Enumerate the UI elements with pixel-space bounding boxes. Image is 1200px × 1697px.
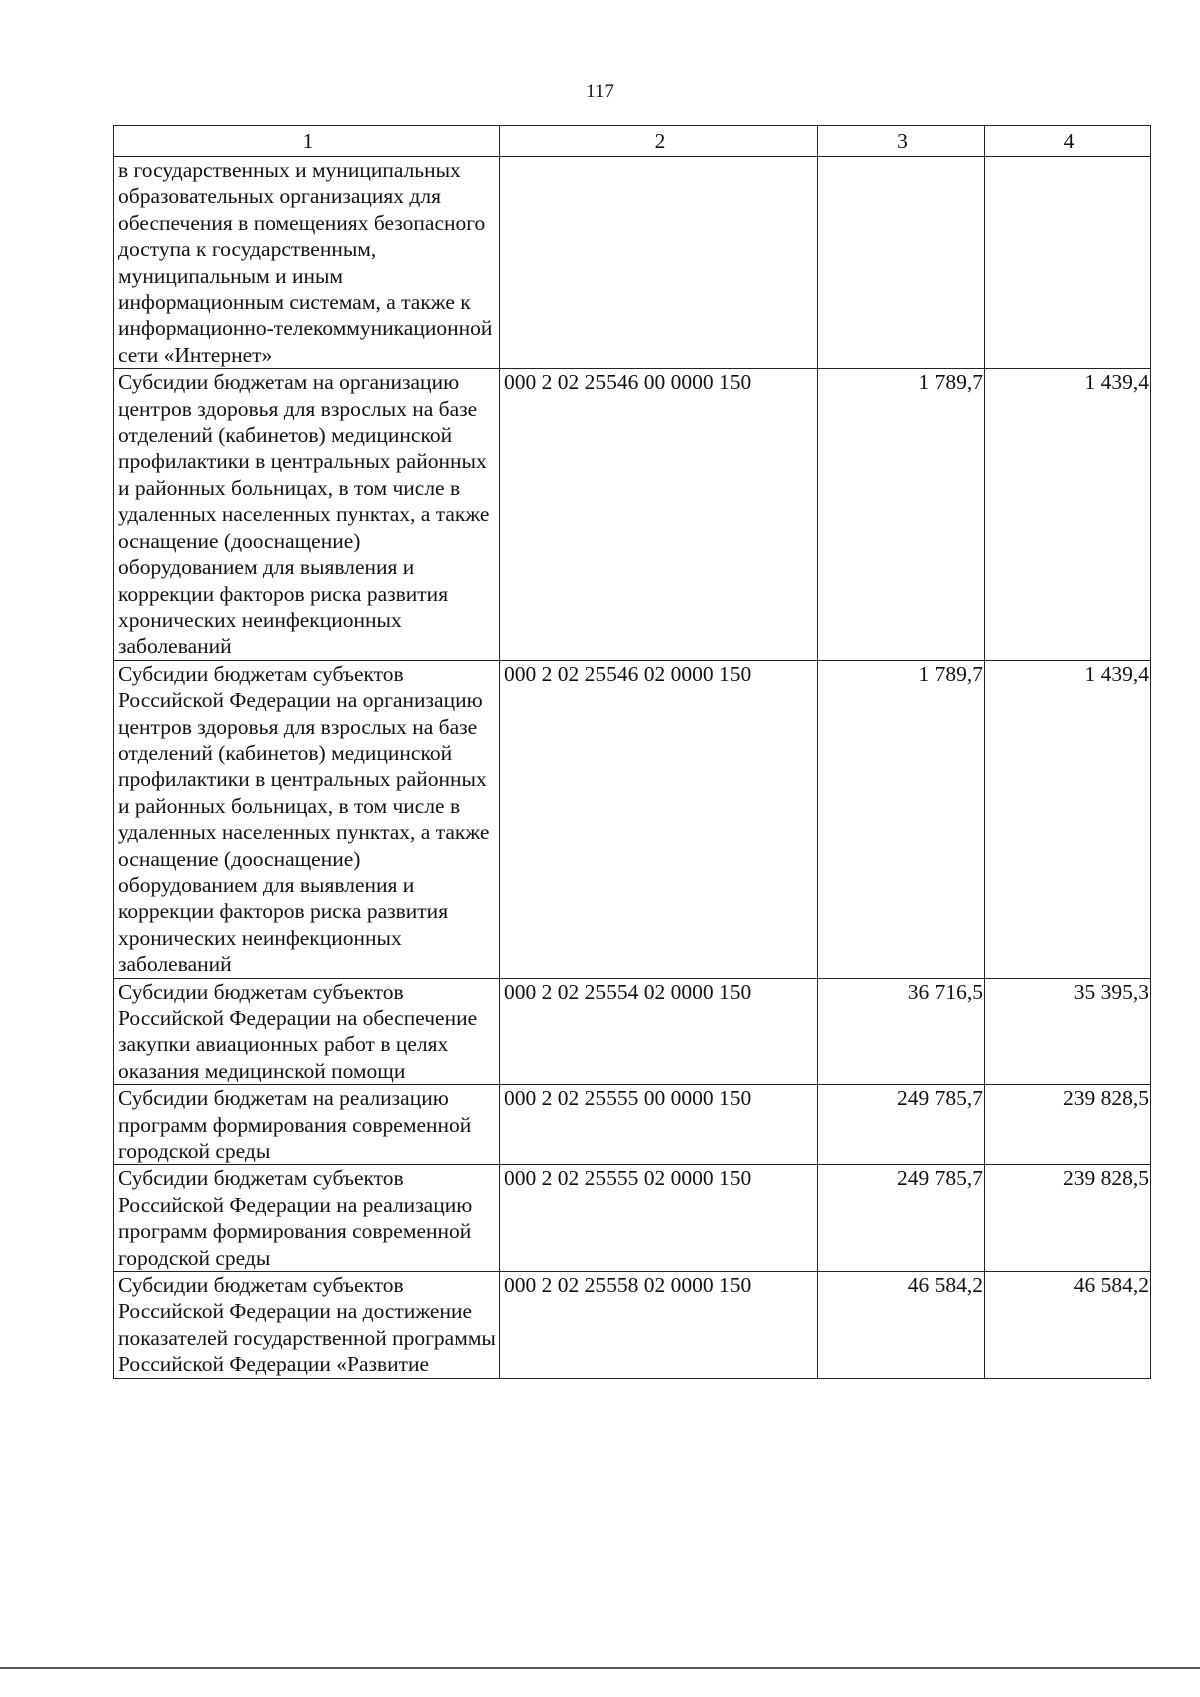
table-row bbox=[114, 978, 1151, 1085]
row-col3-cell: 36 716,5 bbox=[818, 978, 985, 1085]
row-col4-cell: 1 439,4 bbox=[985, 660, 1151, 978]
row-code-cell: 000 2 02 25555 02 0000 150 bbox=[500, 1165, 818, 1272]
row-col4-cell bbox=[985, 157, 1151, 369]
row-code-cell: 000 2 02 25546 02 0000 150 bbox=[500, 660, 818, 978]
table-row bbox=[114, 1085, 1151, 1165]
table-row bbox=[114, 157, 1151, 369]
row-col3-cell bbox=[818, 157, 985, 369]
row-col3-cell: 1 789,7 bbox=[818, 369, 985, 660]
row-col3-cell: 249 785,7 bbox=[818, 1165, 985, 1272]
row-col3-cell: 46 584,2 bbox=[818, 1272, 985, 1379]
column-header-2: 2 bbox=[500, 126, 818, 157]
row-col4-cell: 35 395,3 bbox=[985, 978, 1151, 1085]
row-col4-cell: 46 584,2 bbox=[985, 1272, 1151, 1379]
scan-bottom-edge bbox=[0, 1667, 1200, 1669]
table-row bbox=[114, 369, 1151, 660]
row-name-cell: Субсидии бюджетам субъектов Российской Федерации на обеспечение закупки авиационных работ в целях оказания медицинской помощи bbox=[114, 978, 500, 1085]
row-name-cell: в государственных и муниципальных образовательных организациях для обеспечения в помещениях безопасного доступа к государственным, муниципальным и иным информационным системам, а также к информационно-телекоммуникационной сети «Интернет» bbox=[114, 157, 500, 369]
column-header-4: 4 bbox=[985, 126, 1151, 157]
header-row bbox=[114, 126, 1151, 157]
column-header-3: 3 bbox=[818, 126, 985, 157]
row-name-cell: Субсидии бюджетам субъектов Российской Федерации на реализацию программ формирования современной городской среды bbox=[114, 1165, 500, 1272]
row-name-cell: Субсидии бюджетам субъектов Российской Федерации на достижение показателей государственной программы Российской Федерации «Развитие bbox=[114, 1272, 500, 1379]
table-row bbox=[114, 1272, 1151, 1379]
row-code-cell: 000 2 02 25555 00 0000 150 bbox=[500, 1085, 818, 1165]
row-col4-cell: 239 828,5 bbox=[985, 1165, 1151, 1272]
row-code-cell bbox=[500, 157, 818, 369]
table-body bbox=[114, 157, 1151, 1379]
row-name-cell: Субсидии бюджетам на реализацию программ формирования современной городской среды bbox=[114, 1085, 500, 1165]
row-code-cell: 000 2 02 25546 00 0000 150 bbox=[500, 369, 818, 660]
row-col4-cell: 1 439,4 bbox=[985, 369, 1151, 660]
table-row bbox=[114, 1165, 1151, 1272]
row-code-cell: 000 2 02 25558 02 0000 150 bbox=[500, 1272, 818, 1379]
table-header bbox=[114, 126, 1151, 157]
row-col3-cell: 249 785,7 bbox=[818, 1085, 985, 1165]
row-name-cell: Субсидии бюджетам субъектов Российской Федерации на организацию центров здоровья для взрослых на базе отделений (кабинетов) медицинской профилактики в центральных районных и районных больницах, в том числе в удаленных населенных пунктах, а также оснащение (дооснащение) оборудованием для выявления и коррекции факторов риска развития хронических неинфекционных заболеваний bbox=[114, 660, 500, 978]
row-col4-cell: 239 828,5 bbox=[985, 1085, 1151, 1165]
row-code-cell: 000 2 02 25554 02 0000 150 bbox=[500, 978, 818, 1085]
row-name-cell: Субсидии бюджетам на организацию центров здоровья для взрослых на базе отделений (кабинетов) медицинской профилактики в центральных районных и районных больницах, в том числе в удаленных населенных пунктах, а также оснащение (дооснащение) оборудованием для выявления и коррекции факторов риска развития хронических неинфекционных заболеваний bbox=[114, 369, 500, 660]
row-col3-cell: 1 789,7 bbox=[818, 660, 985, 978]
budget-table bbox=[113, 125, 1151, 1379]
table-row bbox=[114, 660, 1151, 978]
page-number: 117 bbox=[586, 81, 614, 102]
column-header-1: 1 bbox=[114, 126, 500, 157]
